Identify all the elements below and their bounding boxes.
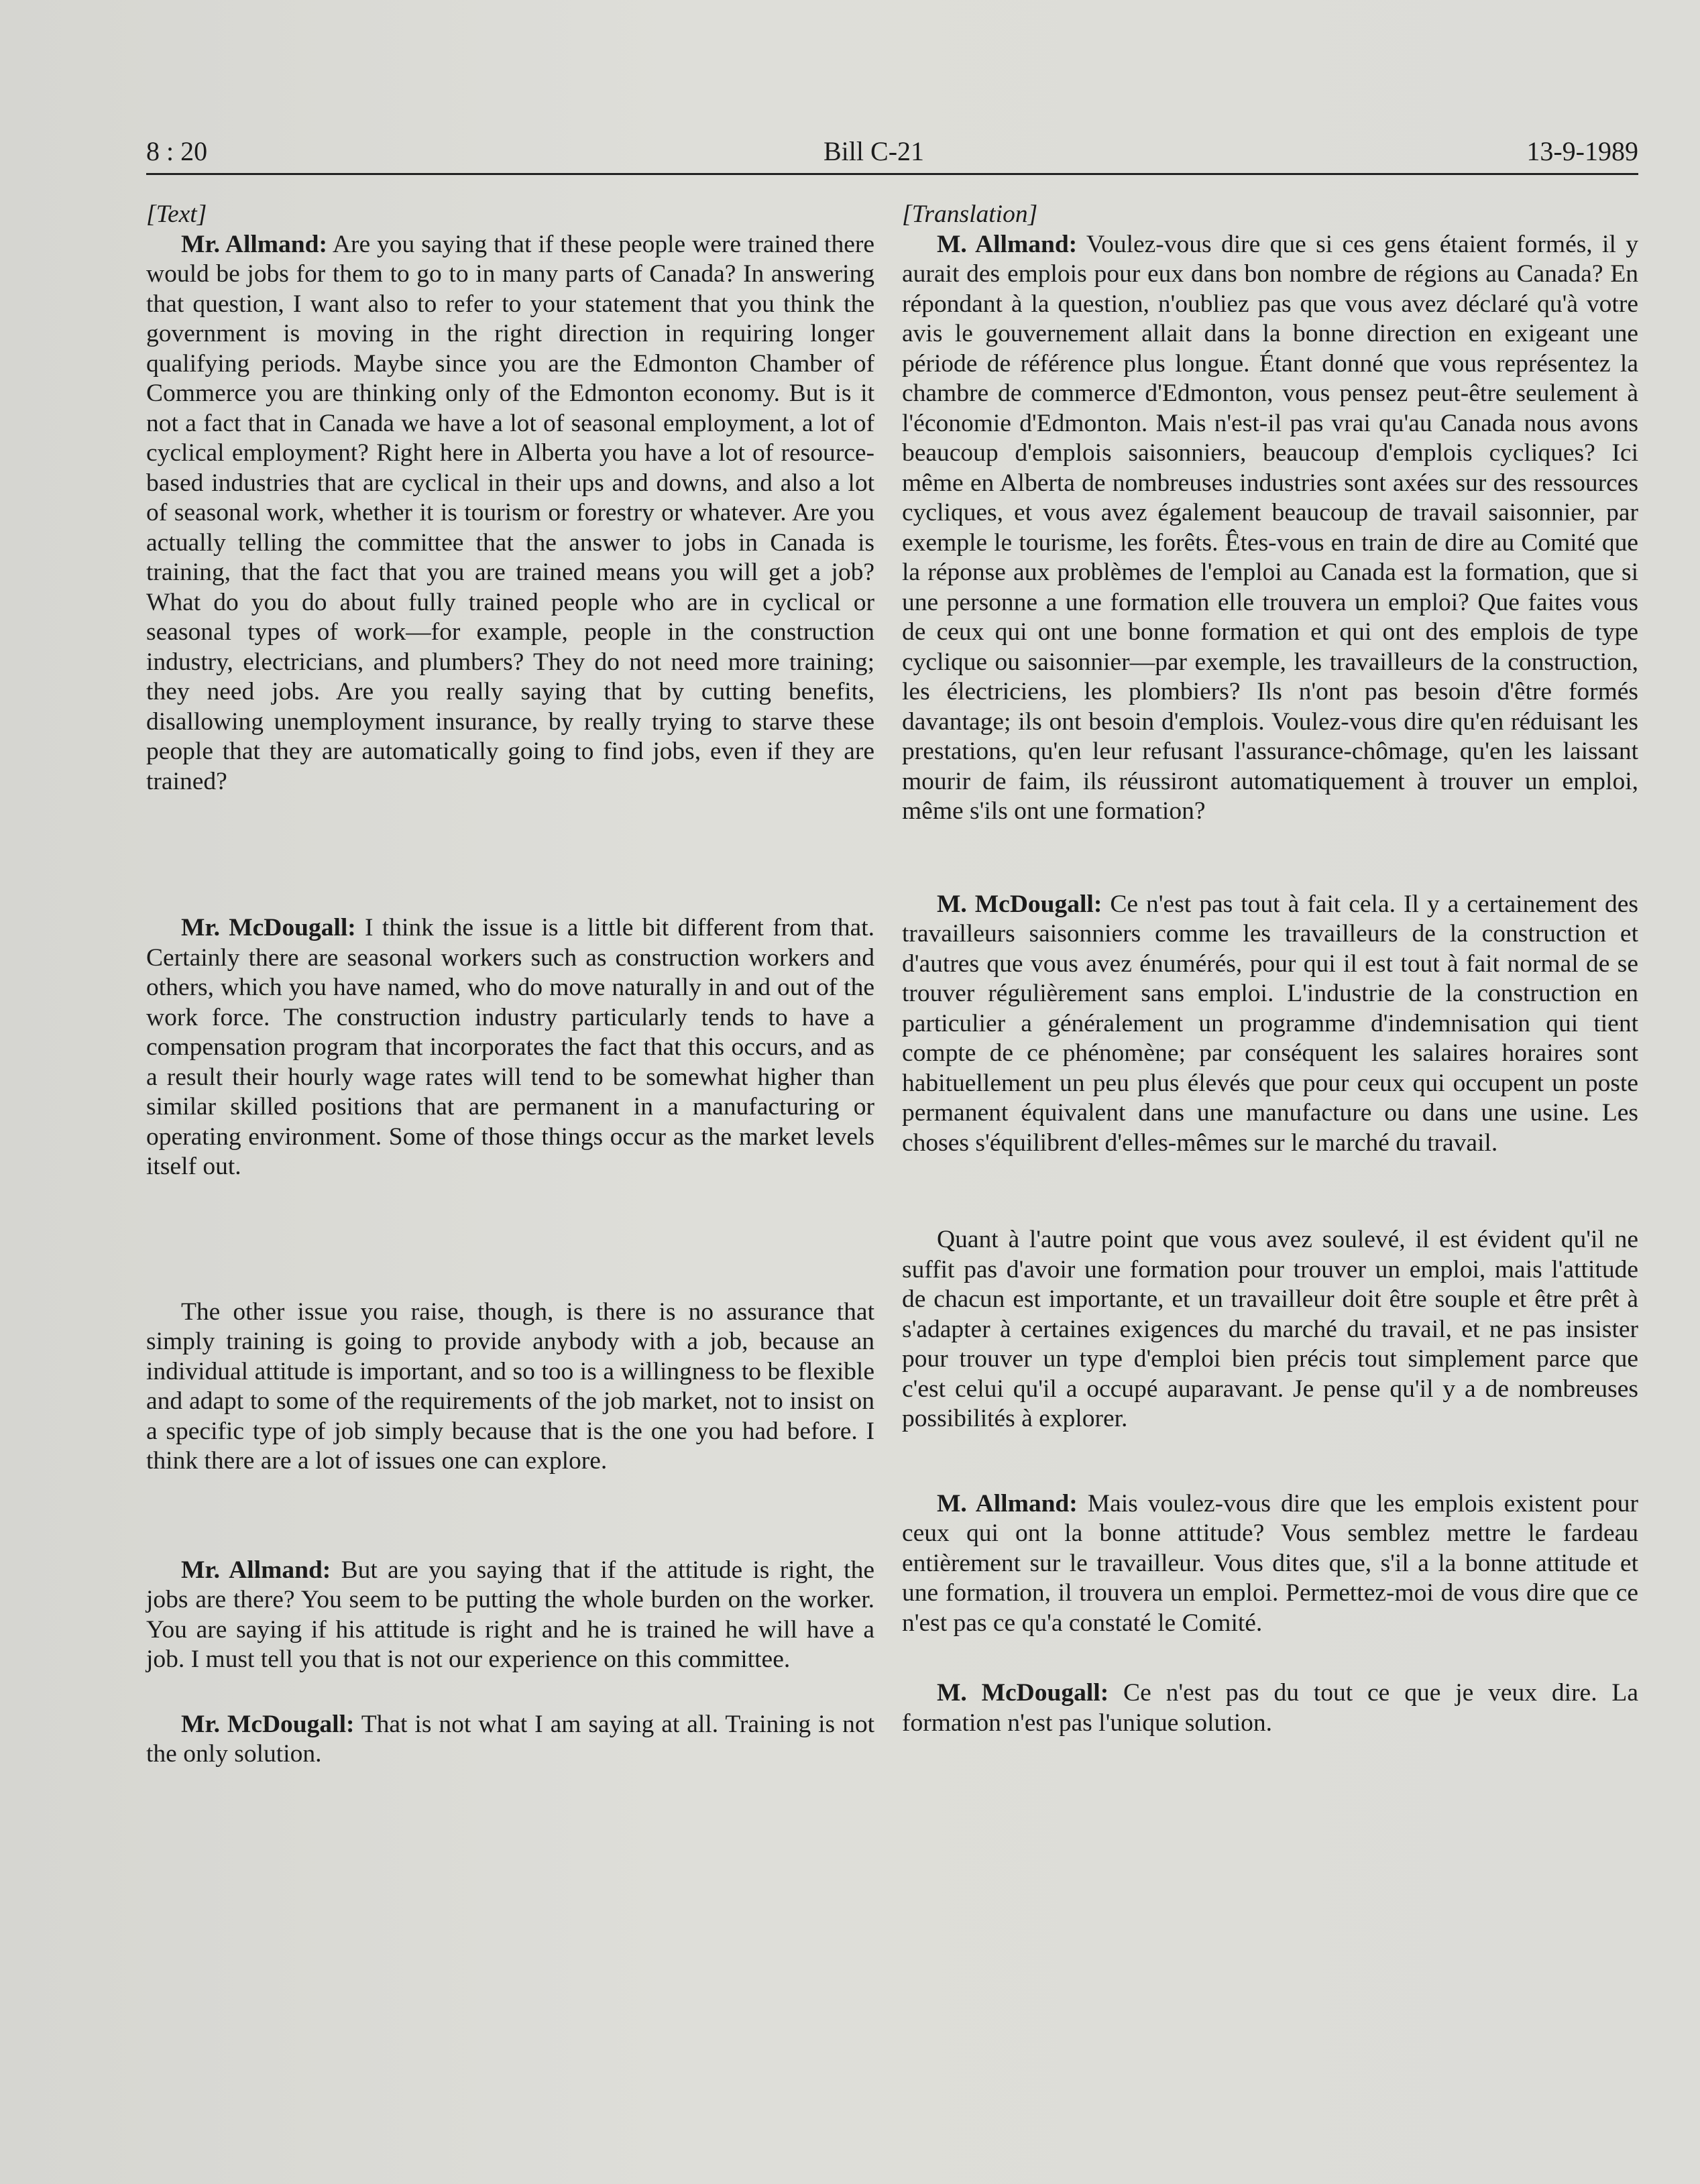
paragraph-text: Are you saying that if these people were trained there would be jobs for them to go to in many parts of Canada? In answering that question, I want also to refer to your statement that you think the government is moving in the right direction in requiring longer qualifying periods. Maybe since you are the Edmonton Chamber of Commerce you are thinking only of the Edmonton economy. But is it not a fact that in Canada we have a lot of seasonal employment, a lot of cyclical employment? Right here in Alberta you have a lot of resource-based industries that are cyclical in their ups and downs, and also a lot of seasonal work, whether it is tourism or forestry or whatever. Are you actually telling the committee that the answer to jobs in Canada is training, that the fact that you are trained means you will get a job? What do you do about fully trained people who are in cyclical or seasonal types of work—for example, people in the construction industry, electricians, and plumbers? They do not need more training; they need jobs. Are you really saying that by cutting benefits, disallowing unemployment insurance, by really trying to starve these people that they are automatically going to find jobs, even if they are trained? [146,230,874,795]
speaker-name: Mr. McDougall: [181,914,356,941]
paragraph-text: That is not what I am saying at all. Training is not the only solution. [146,1710,874,1768]
paragraph-text: I think the issue is a little bit different from that. Certainly there are seasonal workers such as construction workers and others, which you have named, who do move naturally in and out of the work force. The construction industry particularly tends to have a compensation program that incorporates the fact that this occurs, and as a result their hourly wage rates will tend to be somewhat higher than similar skilled positions that are permanent in a manufacturing or operating environment. Some of those things occur as the market levels itself out. [146,914,874,1180]
speaker-name: Mr. McDougall: [181,1710,355,1738]
french-paragraph [902,230,1638,827]
french-paragraph [902,1225,1638,1434]
paragraph-text: But are you saying that if the attitude is right, the jobs are there? You seem to be putting the whole burden on the worker. You are saying if his attitude is right and he is trained he will have a job. I must tell you that is not our experience on this committee. [146,1556,874,1673]
french-paragraph [902,890,1638,1159]
speaker-name: M. Allmand: [937,230,1078,258]
french-paragraph [902,1489,1638,1639]
english-paragraph [146,1556,874,1675]
speaker-name: Mr. Allmand: [181,1556,331,1584]
french-paragraph [902,1678,1638,1738]
session-date: 13-9-1989 [1526,136,1638,166]
paragraph-text: Ce n'est pas du tout ce que je veux dire. La formation n'est pas l'unique solution. [902,1679,1638,1737]
english-label: [Text] [146,200,207,228]
speaker-name: M. McDougall: [937,890,1102,918]
french-column [902,200,1638,1738]
english-paragraph [146,1298,874,1477]
paragraph-text: Ce n'est pas tout à fait cela. Il y a certainement des travailleurs saisonniers comme les travailleurs de la construction et d'autres que vous avez énumérés, pour qui il est tout à fait normal de se trouver régulièrement sans emploi. L'industrie de la construction en particulier a généralement un programme d'indemnisation qui tient compte de ce phénomène; par conséquent les salaires horaires sont habituellement un peu plus élevés que pour ceux qui occupent un poste permanent équivalent dans une manufacture ou dans une usine. Les choses s'équilibrent d'elles-mêmes sur le marché du travail. [902,890,1638,1157]
english-column [146,200,874,1770]
paragraph-text: Voulez-vous dire que si ces gens étaient formés, il y aurait des emplois pour eux dans bon nombre de régions au Canada? En répondant à la question, n'oubliez pas que vous avez déclaré qu'à votre avis le gouvernement allait dans la bonne direction en exigeant une période de référence plus longue. Étant donné que vous représentez la chambre de commerce d'Edmonton, vous pensez peut-être seulement à l'économie d'Edmonton. Mais n'est-il pas vrai qu'au Canada nous avons beaucoup d'emplois saisonniers, beaucoup d'emplois cycliques? Ici même en Alberta de nombreuses industries sont axées sur des ressources cycliques, et vous avez également beaucoup de travail saisonnier, par exemple le tourisme, les forêts. Êtes-vous en train de dire au Comité que la réponse aux problèmes de l'emploi au Canada est la formation, que si une personne a une formation elle trouvera un emploi? Que faites vous de ceux qui ont une bonne formation et qui ont des emplois de type cyclique ou saisonnier—par exemple, les travailleurs de la construction, les électriciens, les plombiers? Ils n'ont pas besoin d'être formés davantage; ils ont besoin d'emplois. Voulez-vous dire qu'en réduisant les prestations, qu'en leur refusant l'assurance-chômage, qu'en les laissant mourir de faim, ils réussiront automatiquement à trouver un emploi, même s'ils ont une formation? [902,230,1638,825]
speaker-name: M. Allmand: [937,1489,1078,1517]
page-number: 8 : 20 [146,136,208,166]
french-label: [Translation] [902,200,1038,228]
english-paragraph [146,230,874,797]
paragraph-text: Quant à l'autre point que vous avez soulevé, il est évident qu'il ne suffit pas d'avoir une formation pour trouver un emploi, mais l'attitude de chacun est importante, et un travailleur doit être souple et être prêt à s'adapter à certaines exigences du marché du travail, et ne pas insister pour trouver un type d'emploi bien précis tout simplement parce que c'est celui qu'il a occupé auparavant. Je pense qu'il y a de nombreuses possibilités à explorer. [902,1226,1638,1432]
english-paragraph [146,1710,874,1770]
speaker-name: Mr. Allmand: [181,230,327,258]
english-paragraph [146,913,874,1182]
speaker-name: M. McDougall: [937,1679,1109,1707]
paragraph-text: Mais voulez-vous dire que les emplois existent pour ceux qui ont la bonne attitude? Vous semblez mettre le fardeau entièrement sur le travailleur. Vous dites que, s'il a la bonne attitude et une formation, il trouvera un emploi. Permettez-moi de vous dire que ce n'est pas ce qu'a constaté le Comité. [902,1489,1638,1637]
bill-title: Bill C-21 [824,136,925,166]
page-header [146,131,1638,175]
paragraph-text: The other issue you raise, though, is there is no assurance that simply training is going to provide anybody with a job, because an individual attitude is important, and so too is a willingness to be flexible and adapt to some of the requirements of the job market, not to insist on a specific type of job simply because that is the one you had before. I think there are a lot of issues one can explore. [146,1298,874,1475]
